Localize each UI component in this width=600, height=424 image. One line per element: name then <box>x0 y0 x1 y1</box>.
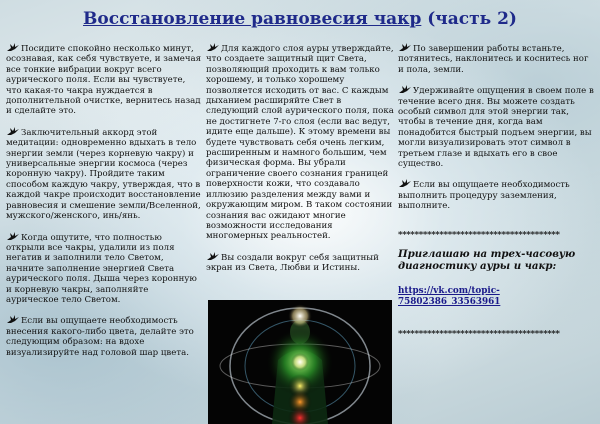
paragraph <box>6 126 202 222</box>
paragraph <box>6 42 202 117</box>
paragraph-text: Когда ощутите, что полностью открыли все чакры, удалили из поля негатив и заполнили тело Светом, начните заполнение энергией Света аурического поля. Дыша через коронную и корневую чакры, заполняйте аурическое тело Светом. <box>6 232 197 305</box>
paragraph-text: Вы создали вокруг себя защитный экран из Света, Любви и Истины. <box>206 252 379 274</box>
paragraph-text: Если вы ощущаете необходимость выполнить процедуру заземления, выполните. <box>398 180 570 212</box>
paragraph <box>206 251 396 274</box>
column-middle <box>206 42 396 283</box>
bird-bullet-icon <box>6 42 20 52</box>
paragraph <box>6 314 202 358</box>
invitation-text: Приглашаю на трех-часовую диагностику ауры и чакр: <box>398 248 576 273</box>
paragraph <box>398 84 594 169</box>
bird-bullet-icon <box>6 231 20 241</box>
paragraph-text: Посидите спокойно несколько минут, осознавая, как себя чувствуете, и замечая все тонкие вибрации вокруг всего аурического поля. Если вы чувствуете, что какая-то чакра нуждается в дополнительной очистке, вернитесь назад и сделайте это. <box>6 44 202 117</box>
title-part: (часть 2) <box>427 9 517 29</box>
paragraph-text: Для каждого слоя ауры утверждайте, что создаете защитный щит Света, позволяющий проходить к вам только хорошему, и только хорошему позволяется исходить от вас. С каждым дыханием расширяйте Свет в следующий слой аурического поля, пока не достигнете 7-го слоя (если вас ведут, идите еще дальше). К этому времени вы будете чувствовать себя очень легким, расширенным и намного большим, чем физическая форма. Вы убрали ограничение своего сознания границей поверхности кожи, что создавало иллюзию разделения между вами и окружающим миром. В таком состоянии сознания вас ожидают многие возможности исследования многомерных реальностей. <box>206 44 394 242</box>
title-main: Восстановление равновесия чакр <box>83 9 422 29</box>
bird-bullet-icon <box>6 126 20 136</box>
column-right <box>398 42 594 339</box>
paragraph <box>398 178 594 211</box>
paragraph-text: Заключительный аккорд этой медитации: одновременно вдыхать в тело энергии земли (через корневую чакру) и универсальные энергии космоса (через коронную чакру). Пройдите таким способом каждую чакру, утверждая, что в каждой чакре происходит восстановление равновесия и смешение земли/Вселенной, мужского/женского, инь/янь. <box>6 127 201 222</box>
vk-topic-link[interactable]: https://vk.com/topic-75802386_33563961 <box>398 286 501 307</box>
separator-stars-bottom: *************************************** <box>398 328 560 339</box>
paragraph-text: Удерживайте ощущения в своем поле в течение всего дня. Вы можете создать особый символ для этой энергии так, чтобы в течение дня, когда вам понадобится быстрый подъем энергии, вы могли визуализировать этот символ в третьем глазе и вдыхать его в свое существо. <box>398 86 594 170</box>
bird-bullet-icon <box>206 42 220 52</box>
bird-bullet-icon <box>398 84 412 94</box>
page-title <box>0 9 600 29</box>
bird-bullet-icon <box>398 42 412 52</box>
paragraph <box>398 42 594 75</box>
separator-stars: *************************************** <box>398 229 560 240</box>
bird-bullet-icon <box>6 314 20 324</box>
bird-bullet-icon <box>206 251 220 261</box>
column-left <box>6 42 202 367</box>
paragraph <box>6 231 202 306</box>
paragraph <box>206 42 396 242</box>
bird-bullet-icon <box>398 178 412 188</box>
paragraph-text: Если вы ощущаете необходимость внесения какого-либо цвета, делайте это следующим образом: на вдохе визуализируйте над головой шар цвета. <box>6 316 194 358</box>
paragraph-text: По завершении работы встаньте, потянитесь, наклонитесь и коснитесь ног и пола, земли. <box>398 44 589 75</box>
chakra-meditation-figure <box>208 300 392 424</box>
